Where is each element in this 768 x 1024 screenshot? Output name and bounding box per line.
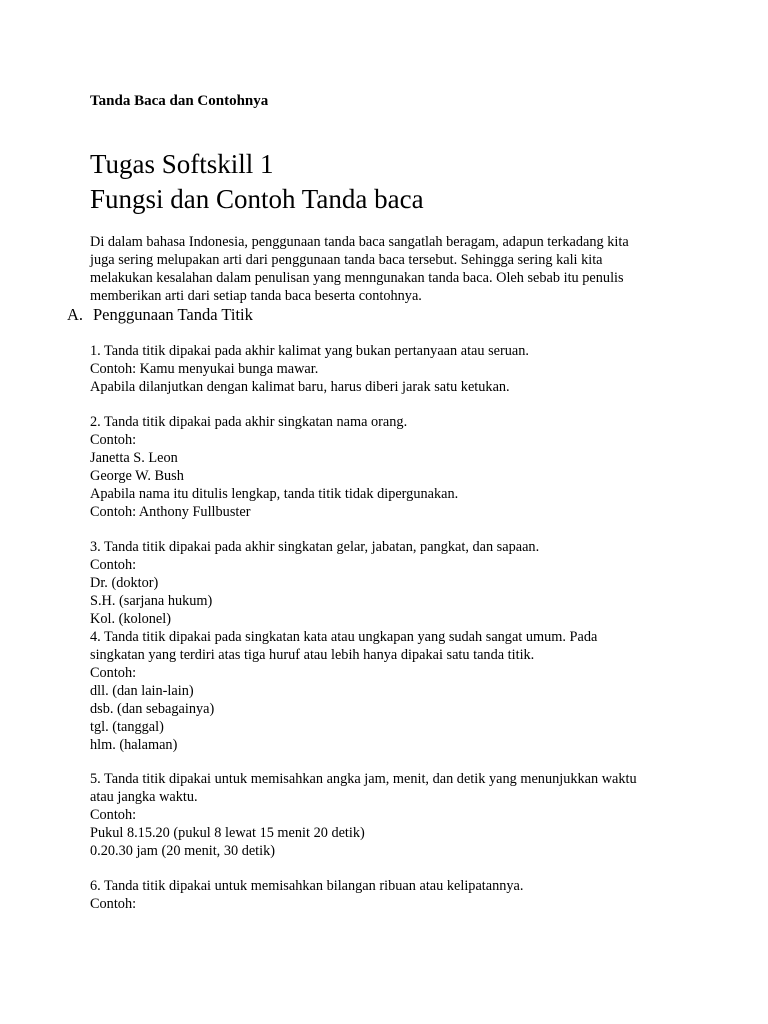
example-text: Contoh: Kamu menyukai bunga mawar.: [90, 361, 319, 377]
rule-text: 2. Tanda titik dipakai pada akhir singkatan nama orang.: [90, 414, 408, 430]
intro-paragraph: [90, 233, 660, 305]
example-label: Contoh:: [90, 557, 137, 573]
rule-text: 5. Tanda titik dipakai untuk memisahkan angka jam, menit, dan detik yang menunjukkan waktu: [90, 771, 637, 787]
example-text: dsb. (dan sebagainya): [90, 701, 215, 717]
example-text: Dr. (doktor): [90, 575, 159, 591]
example-label: Contoh:: [90, 432, 137, 448]
section-marker: A.: [67, 305, 84, 324]
example-text: dll. (dan lain-lain): [90, 683, 194, 699]
intro-line: memberikan arti dari setiap tanda baca beserta contohnya.: [90, 288, 422, 304]
rule-block-6: [90, 877, 690, 913]
rule-text: atau jangka waktu.: [90, 789, 198, 805]
rule-text: singkatan yang terdiri atas tiga huruf atau lebih hanya dipakai satu tanda titik.: [90, 647, 535, 663]
rule-text: 4. Tanda titik dipakai pada singkatan kata atau ungkapan yang sudah sangat umum. Pada: [90, 629, 598, 645]
example-label: Contoh:: [90, 896, 137, 912]
rule-block-2: [90, 413, 690, 521]
example-text: hlm. (halaman): [90, 737, 178, 753]
document-title: Tanda Baca dan Contohnya: [90, 93, 269, 109]
example-text: George W. Bush: [90, 468, 184, 484]
example-text: tgl. (tanggal): [90, 719, 164, 735]
rule-block-5: [90, 770, 690, 860]
heading-line-1: Tugas Softskill 1: [90, 149, 274, 179]
example-label: Contoh:: [90, 807, 137, 823]
section-heading: [67, 305, 253, 325]
rule-text: 1. Tanda titik dipakai pada akhir kalimat yang bukan pertanyaan atau seruan.: [90, 343, 530, 359]
example-text: Janetta S. Leon: [90, 450, 178, 466]
rule-block-3: [90, 538, 690, 754]
note-text: Apabila dilanjutkan dengan kalimat baru, harus diberi jarak satu ketukan.: [90, 379, 510, 395]
intro-line: juga sering melupakan arti dari penggunaan tanda baca tersebut. Sehingga sering kali kita: [90, 252, 603, 268]
note-text: Apabila nama itu ditulis lengkap, tanda titik tidak dipergunakan.: [90, 486, 459, 502]
example-label: Contoh:: [90, 665, 137, 681]
section-title-text: Penggunaan Tanda Titik: [93, 305, 253, 324]
rule-block-1: [90, 342, 690, 396]
rule-text: 6. Tanda titik dipakai untuk memisahkan bilangan ribuan atau kelipatannya.: [90, 878, 524, 894]
rule-text: 3. Tanda titik dipakai pada akhir singkatan gelar, jabatan, pangkat, dan sapaan.: [90, 539, 540, 555]
example-text: S.H. (sarjana hukum): [90, 593, 213, 609]
intro-line: Di dalam bahasa Indonesia, penggunaan tanda baca sangatlah beragam, adapun terkadang kita: [90, 234, 629, 250]
example-text: 0.20.30 jam (20 menit, 30 detik): [90, 843, 276, 859]
heading-line-2: Fungsi dan Contoh Tanda baca: [90, 184, 424, 214]
intro-line: melakukan kesalahan dalam penulisan yang menngunakan tanda baca. Oleh sebab itu penulis: [90, 270, 624, 286]
example-text: Kol. (kolonel): [90, 611, 171, 627]
example-text: Contoh: Anthony Fullbuster: [90, 504, 251, 520]
example-text: Pukul 8.15.20 (pukul 8 lewat 15 menit 20 detik): [90, 825, 365, 841]
